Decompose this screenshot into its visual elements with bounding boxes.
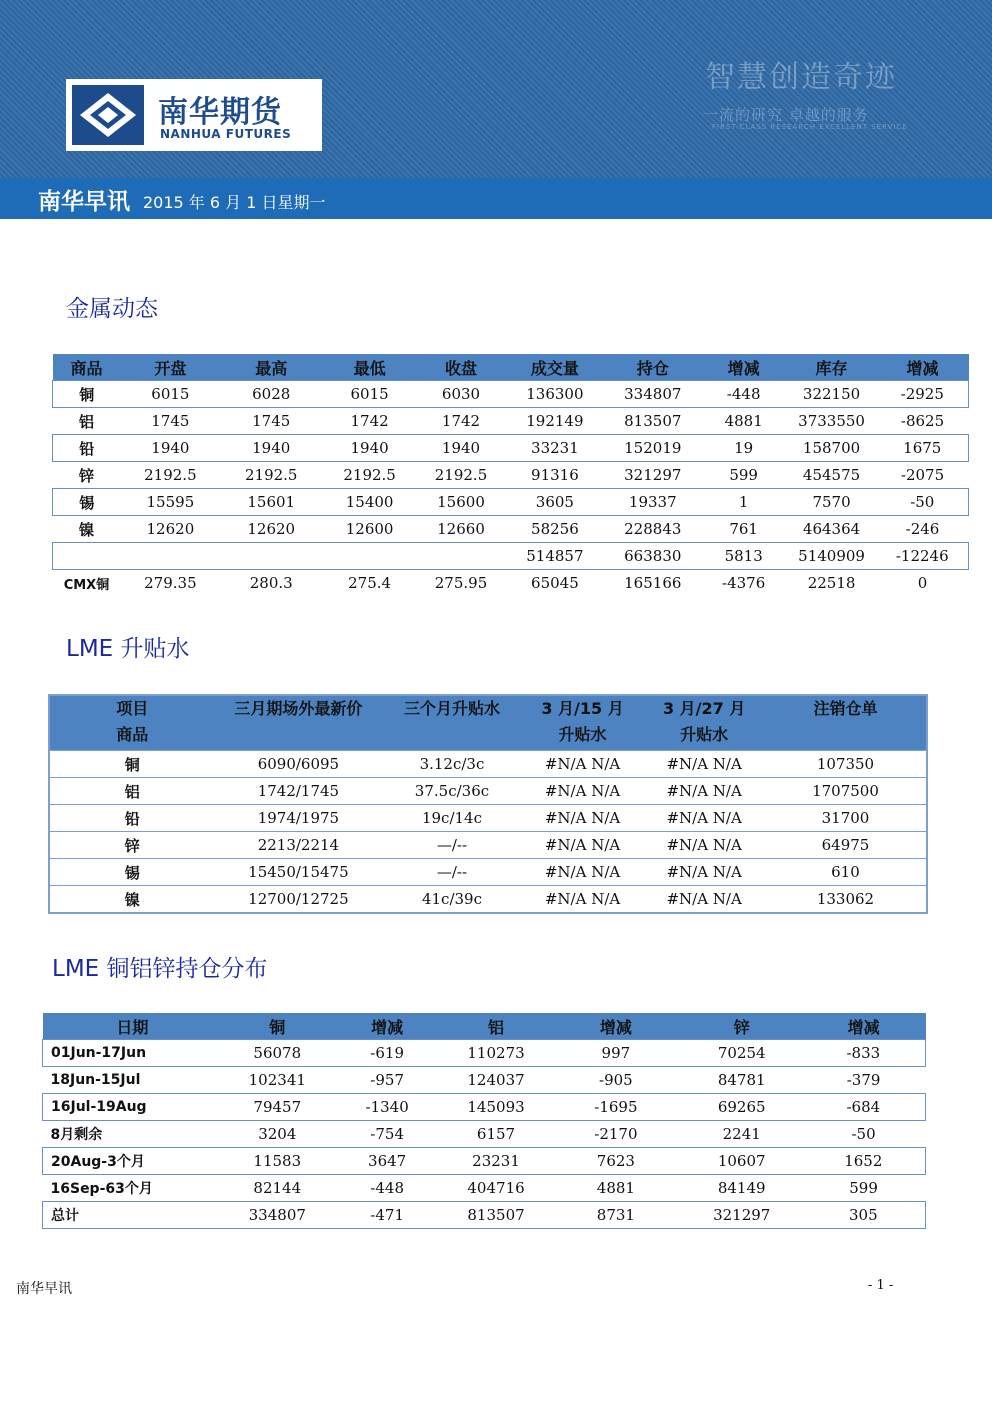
table-cell: 7570 [787,489,877,516]
table-cell: 70254 [682,1040,802,1067]
table-cell: -4376 [722,574,766,592]
table-cell: -754 [370,1125,404,1143]
table-cell: #N/A N/A [643,751,765,778]
table-cell: 1940 [322,435,417,462]
table-cell: -2075 [900,466,945,484]
table-cell: -246 [905,520,940,538]
table-cell: 1940 [417,435,505,462]
company-logo [66,79,322,151]
header-line: 项目 [116,699,149,718]
table-row [49,832,927,859]
table-cell: 454575 [802,466,861,484]
table-cell: -905 [599,1071,633,1089]
table-cell: -619 [332,1040,442,1067]
header-line: 3 月/15 月 [541,699,624,718]
table-cell: 6090/6095 [215,751,383,778]
commodity-name: 锡 [49,859,215,886]
table-cell: 3605 [505,489,605,516]
header-line: 商品 [116,725,149,744]
table-cell: 12660 [437,520,485,538]
table-row [53,489,969,516]
date-range: 01Jun-17Jun [43,1040,223,1067]
table-cell [322,543,417,570]
table-row [53,543,969,570]
table-cell: 165166 [624,574,682,592]
header-line: 升贴水 [558,725,607,744]
date-range: 总计 [43,1202,223,1229]
commodity-name: 镍 [49,886,215,914]
lme-positions-table [42,1013,926,1229]
table-row [53,462,969,489]
table-cell: 813507 [624,412,682,430]
logo-english-name: NANHUA FUTURES [160,127,292,141]
table-cell: 1742/1745 [215,778,383,805]
table-cell: 107350 [765,751,927,778]
commodity-name: 铝 [78,412,94,431]
table-row [43,1202,926,1229]
table-cell: 33231 [505,435,605,462]
col-header: 成交量 [505,354,605,381]
table-cell: 158700 [787,435,877,462]
table-cell: 19 [701,435,787,462]
table-cell: 2213/2214 [215,832,383,859]
table-cell: 228843 [624,520,682,538]
table-cell: 15400 [322,489,417,516]
table-cell: 1675 [877,435,969,462]
col-header: 日期 [43,1013,223,1040]
col-header: 开盘 [120,354,220,381]
table-cell: 464364 [802,520,861,538]
table-row [53,570,969,597]
logo-chinese-name: 南华期货 [158,95,282,130]
col-header: 三月期场外最新价 [215,695,383,751]
table-cell: 4881 [596,1179,635,1197]
col-header: 最高 [220,354,322,381]
table-cell: 1745 [151,412,190,430]
section-title-lme-premium: LME 升贴水 [66,636,190,662]
table-cell: 599 [729,466,758,484]
table-cell: 280.3 [249,574,293,592]
report-date: 2015 年 6 月 1 日星期一 [143,193,326,212]
date-range: 18Jun-15Jul [50,1072,141,1088]
table-cell: 152019 [605,435,701,462]
table-cell: -448 [370,1179,404,1197]
table-cell: 192149 [526,412,584,430]
table-cell: 79457 [222,1094,332,1121]
table-cell: #N/A N/A [643,886,765,914]
table-row [49,778,927,805]
header-line: 升贴水 [680,725,729,744]
table-cell: -50 [877,489,969,516]
table-cell: 5813 [701,543,787,570]
table-cell: 65045 [531,574,579,592]
table-header-row [43,1013,926,1040]
table-cell: 997 [550,1040,682,1067]
table-cell: -833 [802,1040,926,1067]
col-header: 商品 [53,354,121,381]
table-cell: 136300 [505,381,605,408]
table-cell: 3647 [332,1148,442,1175]
col-header [522,695,644,751]
table-cell [120,543,220,570]
table-cell: 12700/12725 [215,886,383,914]
col-header: 收盘 [417,354,505,381]
table-cell: -1340 [332,1094,442,1121]
table-cell: 275.95 [434,574,488,592]
commodity-name: 镍 [78,520,94,539]
table-cell: 1 [701,489,787,516]
commodity-name: 锡 [53,489,121,516]
table-row [49,751,927,778]
table-cell: 4881 [724,412,763,430]
table-cell: 6015 [322,381,417,408]
date-range: 16Jul-19Aug [43,1094,223,1121]
table-cell: 145093 [442,1094,550,1121]
table-row [53,435,969,462]
table-row [53,408,969,435]
table-cell: #N/A N/A [522,751,644,778]
lme-premium-table [48,694,928,914]
table-cell: -448 [701,381,787,408]
table-cell: 15601 [220,489,322,516]
footer-title: 南华早讯 [16,1281,72,1297]
table-row [43,1094,926,1121]
table-row [49,859,927,886]
table-row [43,1121,926,1148]
slogan-english: FIRST-CLASS RESEARCH EXCELLENT SERVICE [712,123,908,131]
date-range: 8月剩余 [50,1127,103,1143]
commodity-name: 铝 [49,778,215,805]
table-cell: 84149 [717,1179,766,1197]
table-cell: -50 [851,1125,876,1143]
table-cell: 91316 [531,466,579,484]
table-cell: 56078 [222,1040,332,1067]
table-cell: 37.5c/36c [382,778,522,805]
table-row [43,1040,926,1067]
table-cell: #N/A N/A [643,778,765,805]
table-cell: -684 [802,1094,926,1121]
slogan-main: 智慧创造奇迹 [705,60,897,95]
table-cell: 5140909 [787,543,877,570]
table-cell: 3.12c/3c [382,751,522,778]
table-cell: -8625 [900,412,945,430]
table-cell: 322150 [787,381,877,408]
commodity-name: CMX铜 [63,577,110,593]
table-cell: —/-- [382,832,522,859]
table-cell: 2192.5 [434,466,488,484]
table-cell: 64975 [765,832,927,859]
table-cell: 12620 [146,520,195,538]
table-cell: #N/A N/A [522,859,644,886]
table-cell: 12600 [345,520,394,538]
table-cell: -2170 [594,1125,638,1143]
table-cell: #N/A N/A [522,832,644,859]
table-cell: 663830 [605,543,701,570]
table-row [53,516,969,543]
table-cell: 41c/39c [382,886,522,914]
table-cell: 1940 [220,435,322,462]
table-cell: 599 [849,1179,878,1197]
header-banner [0,0,992,178]
metals-table [52,354,969,596]
col-header: 库存 [787,354,877,381]
table-cell: 321297 [682,1202,802,1229]
table-cell: #N/A N/A [522,778,644,805]
col-header: 三个月升贴水 [382,695,522,751]
col-header: 增减 [332,1013,442,1040]
commodity-name: 锌 [49,832,215,859]
table-cell: 124037 [467,1071,525,1089]
table-row [49,805,927,832]
table-cell: 813507 [442,1202,550,1229]
table-cell: 610 [765,859,927,886]
table-cell: 12620 [247,520,296,538]
commodity-name: 铅 [49,805,215,832]
section-title-metals: 金属动态 [66,296,158,322]
table-cell: 334807 [222,1202,332,1229]
table-cell: 15595 [120,489,220,516]
commodity-name: 铅 [53,435,121,462]
table-cell: 22518 [807,574,856,592]
nanhua-logo-icon [72,85,144,145]
table-cell: 761 [729,520,758,538]
table-cell: 6015 [120,381,220,408]
col-header [49,695,215,751]
table-cell: 102341 [248,1071,306,1089]
table-cell: 2192.5 [144,466,197,484]
table-cell: 1742 [350,412,389,430]
table-cell: 279.35 [144,574,197,592]
col-header: 铜 [222,1013,332,1040]
table-cell: -1695 [550,1094,682,1121]
table-row [43,1067,926,1094]
table-cell: -12246 [877,543,969,570]
table-cell: -2925 [877,381,969,408]
col-header [643,695,765,751]
table-cell: #N/A N/A [643,832,765,859]
table-cell: 514857 [505,543,605,570]
report-brand: 南华早讯 [38,189,130,215]
table-cell: #N/A N/A [643,805,765,832]
table-cell: 6157 [476,1125,516,1143]
table-cell: 6030 [417,381,505,408]
table-cell: 2192.5 [244,466,298,484]
table-cell: 7623 [550,1148,682,1175]
table-row [49,886,927,914]
table-cell: 3733550 [798,412,865,430]
table-cell: 1745 [252,412,291,430]
table-cell: 15600 [417,489,505,516]
col-header: 增减 [701,354,787,381]
table-cell: 1707500 [765,778,927,805]
commodity-name: 铜 [53,381,121,408]
col-header: 最低 [322,354,417,381]
table-cell: #N/A N/A [522,886,644,914]
commodity-name: 铜 [49,751,215,778]
col-header: 铝 [442,1013,550,1040]
table-cell: 84781 [717,1071,766,1089]
table-cell: 15450/15475 [215,859,383,886]
table-cell: 404716 [467,1179,525,1197]
table-row [43,1175,926,1202]
table-cell: 0 [917,574,928,592]
table-cell: 110273 [442,1040,550,1067]
table-cell: 10607 [682,1148,802,1175]
table-cell: 6028 [220,381,322,408]
date-range: 20Aug-3个月 [43,1148,223,1175]
header-line: 3 月/27 月 [662,699,746,718]
table-row [53,381,969,408]
table-cell: —/-- [382,859,522,886]
table-row [43,1148,926,1175]
table-cell: 334807 [605,381,701,408]
table-cell: 19c/14c [382,805,522,832]
col-header: 增减 [550,1013,682,1040]
col-header: 注销仓单 [765,695,927,751]
table-cell: 19337 [605,489,701,516]
table-cell: 8731 [550,1202,682,1229]
table-cell: 133062 [765,886,927,914]
table-cell: 1974/1975 [215,805,383,832]
table-cell: #N/A N/A [522,805,644,832]
table-cell: 321297 [624,466,682,484]
table-cell: 82144 [253,1179,302,1197]
col-header: 增减 [802,1013,926,1040]
commodity-name: 锌 [78,466,94,485]
col-header: 锌 [682,1013,802,1040]
table-cell: 275.4 [348,574,392,592]
table-cell: 69265 [682,1094,802,1121]
table-cell: 305 [802,1202,926,1229]
section-title-lme-positions: LME 铜铝锌持仓分布 [52,956,268,982]
table-cell: -957 [370,1071,404,1089]
table-cell: 11583 [222,1148,332,1175]
table-cell: 1940 [120,435,220,462]
table-cell: 1652 [802,1148,926,1175]
date-range: 16Sep-63个月 [50,1181,153,1197]
page-number: - 1 - [868,1278,894,1293]
table-cell [417,543,505,570]
table-cell: #N/A N/A [643,859,765,886]
table-cell: 3204 [258,1125,297,1143]
table-cell [220,543,322,570]
table-cell: 1742 [441,412,481,430]
table-cell: 2192.5 [343,466,396,484]
col-header: 持仓 [605,354,701,381]
table-cell: 23231 [442,1148,550,1175]
table-cell: -471 [332,1202,442,1229]
table-cell: -379 [846,1071,881,1089]
slogan-sub: 一流的研究 卓越的服务 [703,106,869,124]
table-cell: 2241 [722,1125,761,1143]
table-cell: 31700 [765,805,927,832]
commodity-name [53,543,121,570]
report-title-bar [0,178,992,219]
table-cell: 58256 [531,520,579,538]
table-header-row [49,695,927,751]
col-header: 增减 [877,354,969,381]
table-header-row [53,354,969,381]
